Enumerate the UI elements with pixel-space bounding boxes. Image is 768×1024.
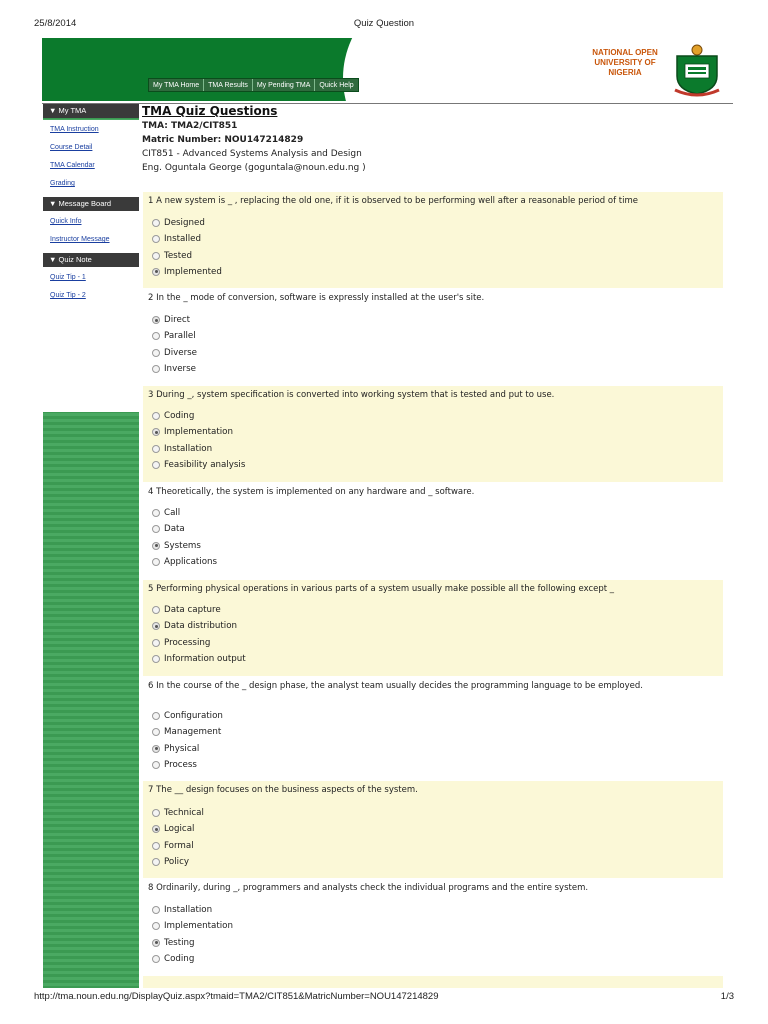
answer-option[interactable] xyxy=(152,522,185,536)
answer-option[interactable] xyxy=(152,709,223,723)
answer-option-label: Information output xyxy=(164,653,246,664)
radio-unchecked-icon[interactable] xyxy=(152,922,160,930)
answer-option[interactable] xyxy=(152,919,233,933)
answer-option-label: Parallel xyxy=(164,331,196,342)
radio-unchecked-icon[interactable] xyxy=(152,509,160,517)
answer-option[interactable] xyxy=(152,409,194,423)
page-title: TMA Quiz Questions xyxy=(142,104,278,118)
radio-checked-icon[interactable] xyxy=(152,622,160,630)
print-title: Quiz Question xyxy=(353,18,415,29)
sidebar-link-quiz-tip-1[interactable]: Quiz Tip - 1 xyxy=(50,274,86,281)
answer-option-label: Installed xyxy=(164,234,202,245)
answer-option-label: Designed xyxy=(164,218,205,228)
answer-option[interactable] xyxy=(152,425,233,439)
sidebar-header-quiz-note[interactable]: ▼ Quiz Note xyxy=(43,253,139,267)
answer-option-label: Testing xyxy=(164,937,195,948)
answer-option[interactable] xyxy=(152,839,194,853)
question-text: 2 In the _ mode of conversion, software is expressly installed at the user's site. xyxy=(148,293,485,303)
question-block xyxy=(143,879,723,973)
answer-option-label: Data xyxy=(164,524,185,535)
question-block xyxy=(143,781,723,878)
radio-unchecked-icon[interactable] xyxy=(152,728,160,736)
radio-unchecked-icon[interactable] xyxy=(152,235,160,243)
answer-option-label: Applications xyxy=(164,556,218,567)
answer-option-label: Installation xyxy=(164,443,213,454)
university-crest-icon xyxy=(671,42,723,98)
radio-unchecked-icon[interactable] xyxy=(152,842,160,850)
answer-option[interactable] xyxy=(152,216,205,230)
sidebar-link-course-detail[interactable]: Course Detail xyxy=(50,144,93,151)
answer-option-label: Systems xyxy=(164,540,201,551)
answer-option[interactable] xyxy=(152,362,196,376)
answer-option[interactable] xyxy=(152,952,194,966)
sidebar-link-quiz-tip-2[interactable]: Quiz Tip - 2 xyxy=(50,292,86,299)
answer-option[interactable] xyxy=(152,806,204,820)
answer-option-label: Implementation xyxy=(164,921,233,932)
answer-option-label: Implemented xyxy=(164,266,222,277)
radio-unchecked-icon[interactable] xyxy=(152,558,160,566)
radio-checked-icon[interactable] xyxy=(152,825,160,833)
radio-unchecked-icon[interactable] xyxy=(152,332,160,340)
sidebar-header-my-tma[interactable]: ▼ My TMA xyxy=(43,104,139,118)
sidebar-link-tma-calendar[interactable]: TMA Calendar xyxy=(50,162,95,169)
sidebar-link-quick-info[interactable]: Quick Info xyxy=(50,218,82,225)
answer-option[interactable] xyxy=(152,652,246,666)
radio-unchecked-icon[interactable] xyxy=(152,219,160,227)
nav-my-tma-home[interactable]: My TMA Home xyxy=(149,79,204,91)
answer-option[interactable] xyxy=(152,555,217,569)
answer-option-label: Processing xyxy=(164,637,211,648)
answer-option[interactable] xyxy=(152,313,190,327)
radio-unchecked-icon[interactable] xyxy=(152,906,160,914)
tma-id: TMA: TMA2/CIT851 xyxy=(142,121,238,131)
question-block xyxy=(143,677,723,780)
nav-tma-results[interactable]: TMA Results xyxy=(204,79,253,91)
answer-option-label: Logical xyxy=(164,824,195,835)
answer-option-label: Tested xyxy=(164,250,192,261)
answer-option-label: Coding xyxy=(164,953,195,964)
answer-option[interactable] xyxy=(152,903,212,917)
radio-unchecked-icon[interactable] xyxy=(152,412,160,420)
answer-option[interactable] xyxy=(152,855,189,869)
sidebar-link-grading[interactable]: Grading xyxy=(50,180,75,187)
answer-option-label: Direct xyxy=(164,315,191,325)
radio-unchecked-icon[interactable] xyxy=(152,606,160,614)
sidebar-header-message-board[interactable]: ▼ Message Board xyxy=(43,197,139,211)
radio-checked-icon[interactable] xyxy=(152,428,160,436)
answer-option-label: Feasibility analysis xyxy=(164,459,246,470)
university-name-line: NATIONAL OPEN xyxy=(592,48,658,57)
question-text: 8 Ordinarily, during _, programmers and analysts check the individual programs and the entire system. xyxy=(148,883,589,893)
radio-checked-icon[interactable] xyxy=(152,939,160,947)
answer-option[interactable] xyxy=(152,742,199,756)
university-name-line: NIGERIA xyxy=(608,68,642,77)
answer-option[interactable] xyxy=(152,346,197,360)
question-block xyxy=(143,483,723,579)
answer-option[interactable] xyxy=(152,936,195,950)
answer-option-label: Policy xyxy=(164,856,189,867)
radio-unchecked-icon[interactable] xyxy=(152,252,160,260)
answer-option-label: Diverse xyxy=(164,347,198,358)
answer-option-label: Management xyxy=(164,727,222,738)
answer-option-label: Installation xyxy=(164,905,213,915)
radio-unchecked-icon[interactable] xyxy=(152,712,160,720)
answer-option-label: Physical xyxy=(164,743,200,754)
radio-checked-icon[interactable] xyxy=(152,542,160,550)
answer-option[interactable] xyxy=(152,822,194,836)
nav-my-pending-tma[interactable]: My Pending TMA xyxy=(253,79,316,91)
answer-option[interactable] xyxy=(152,442,212,456)
answer-option[interactable] xyxy=(152,249,192,263)
answer-option-label: Data distribution xyxy=(164,621,238,632)
sidebar-link-tma-instruction[interactable]: TMA Instruction xyxy=(50,126,99,133)
radio-checked-icon[interactable] xyxy=(152,268,160,276)
question-text: 6 In the course of the _ design phase, the analyst team usually decides the programming language to be employed. xyxy=(148,681,643,691)
print-url: http://tma.noun.edu.ng/DisplayQuiz.aspx?tmaid=TMA2/CIT851&MatricNumber=NOU147214829 xyxy=(34,991,439,1002)
university-name-line: UNIVERSITY OF xyxy=(594,58,656,67)
radio-unchecked-icon[interactable] xyxy=(152,349,160,357)
answer-option[interactable] xyxy=(152,758,197,772)
question-text: 7 The __ design focuses on the business aspects of the system. xyxy=(148,785,418,795)
radio-unchecked-icon[interactable] xyxy=(152,639,160,647)
top-nav xyxy=(148,78,359,92)
matric-number: Matric Number: NOU147214829 xyxy=(142,135,304,145)
answer-option-label: Implementation xyxy=(164,427,233,438)
answer-option[interactable] xyxy=(152,232,201,246)
answer-option[interactable] xyxy=(152,265,222,279)
answer-option-label: Call xyxy=(164,508,181,518)
radio-unchecked-icon[interactable] xyxy=(152,858,160,866)
question-block xyxy=(143,580,723,676)
question-block xyxy=(143,289,723,385)
sidebar xyxy=(43,104,139,988)
print-date: 25/8/2014 xyxy=(34,18,77,29)
course-title: CIT851 - Advanced Systems Analysis and Design xyxy=(142,149,362,159)
question-text: 5 Performing physical operations in various parts of a system usually make possible all the following except _ xyxy=(148,584,615,594)
radio-unchecked-icon[interactable] xyxy=(152,655,160,663)
site-banner xyxy=(42,38,733,101)
radio-unchecked-icon[interactable] xyxy=(152,955,160,963)
answer-option[interactable] xyxy=(152,458,245,472)
answer-option-label: Inverse xyxy=(164,363,196,374)
radio-unchecked-icon[interactable] xyxy=(152,761,160,769)
instructor: Eng. Oguntala George (goguntala@noun.edu.ng ) xyxy=(142,163,366,173)
question-text: 4 Theoretically, the system is implemented on any hardware and _ software. xyxy=(148,487,475,497)
nav-quick-help[interactable]: Quick Help xyxy=(319,82,354,89)
print-header xyxy=(34,18,734,32)
answer-option[interactable] xyxy=(152,636,210,650)
answer-option-label: Formal xyxy=(164,840,194,851)
radio-checked-icon[interactable] xyxy=(152,745,160,753)
answer-option[interactable] xyxy=(152,603,221,617)
answer-option-label: Technical xyxy=(164,808,204,818)
answer-option[interactable] xyxy=(152,329,196,343)
print-page-number: 1/3 xyxy=(720,991,734,1002)
radio-unchecked-icon[interactable] xyxy=(152,461,160,469)
university-name xyxy=(585,48,665,78)
question-text: 1 A new system is _ , replacing the old one, if it is observed to be performing well after a reasonable period of time xyxy=(148,196,638,206)
answer-option-label: Coding xyxy=(164,411,195,421)
sidebar-link-instructor-message[interactable]: Instructor Message xyxy=(50,236,110,243)
answer-option[interactable] xyxy=(152,619,237,633)
answer-option[interactable] xyxy=(152,725,221,739)
answer-option[interactable] xyxy=(152,506,180,520)
question-block-continued xyxy=(143,976,723,988)
print-footer xyxy=(34,991,734,1005)
radio-unchecked-icon[interactable] xyxy=(152,365,160,373)
radio-unchecked-icon[interactable] xyxy=(152,809,160,817)
radio-checked-icon[interactable] xyxy=(152,316,160,324)
question-block xyxy=(143,192,723,288)
answer-option-label: Process xyxy=(164,759,197,770)
radio-unchecked-icon[interactable] xyxy=(152,525,160,533)
answer-option-label: Configuration xyxy=(164,711,223,721)
answer-option[interactable] xyxy=(152,539,201,553)
answer-option-label: Data capture xyxy=(164,605,221,615)
question-text: 3 During _, system specification is converted into working system that is tested and put to use. xyxy=(148,390,555,400)
radio-unchecked-icon[interactable] xyxy=(152,445,160,453)
question-block xyxy=(143,386,723,482)
